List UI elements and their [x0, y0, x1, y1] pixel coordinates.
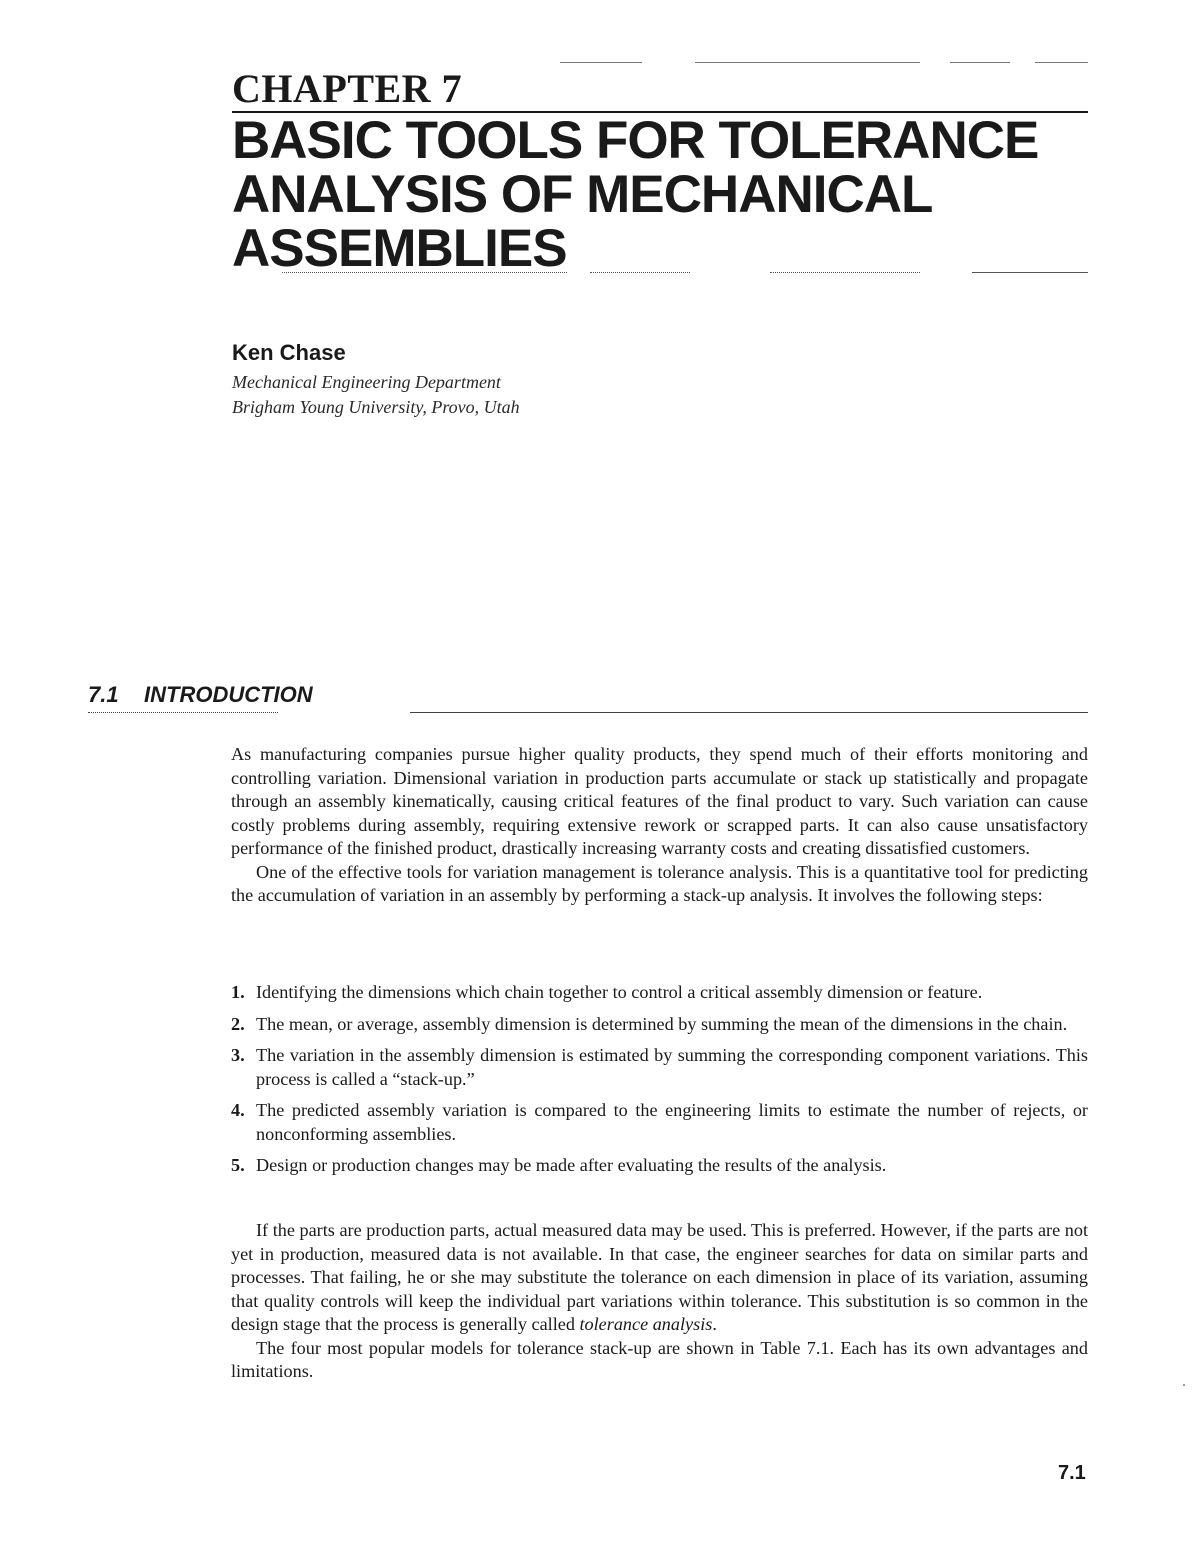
list-item-number: 4.	[231, 1100, 245, 1120]
intro-paragraphs	[231, 743, 1088, 908]
paragraph-text: .	[712, 1314, 717, 1334]
chapter-label: CHAPTER 7	[232, 66, 463, 111]
list-item	[231, 1044, 1088, 1091]
list-item-text: The variation in the assembly dimension is estimated by summing the corresponding component variations. This process is called a “stack-up.”	[256, 1045, 1088, 1089]
list-item-text: Design or production changes may be made after evaluating the results of the analysis.	[256, 1155, 887, 1175]
chapter-title-line: ASSEMBLIES	[232, 219, 567, 278]
chapter-title-line: ANALYSIS OF MECHANICAL	[232, 165, 933, 224]
list-item	[231, 1013, 1088, 1037]
scan-speck	[1183, 1384, 1185, 1386]
closing-paragraphs	[231, 1219, 1088, 1384]
section-rule	[410, 712, 1088, 713]
list-item-number: 2.	[231, 1013, 245, 1034]
emphasis-term: tolerance analysis	[579, 1314, 713, 1334]
author-affiliation: Mechanical Engineering Department	[232, 372, 501, 392]
scan-rule	[695, 62, 920, 63]
list-item-number: 3.	[231, 1045, 245, 1065]
paragraph: As manufacturing companies pursue higher quality products, they spend much of their efforts monitoring and controlling variation. Dimensional variation in production parts accumulate or stack up statistically and propagate through an assembly kinematically, causing critical features of the final product to vary. Such variation can cause costly problems during assembly, requiring extensive rework or scrapped parts. It can also cause unsatisfactory performance of the finished product, drastically increasing warranty costs and creating dissatisfied customers.	[231, 744, 1088, 858]
section-title: INTRODUCTION	[144, 682, 313, 707]
list-item-text: Identifying the dimensions which chain together to control a critical assembly dimension or feature.	[256, 982, 983, 1002]
chapter-title	[232, 111, 1112, 278]
section-number: 7.1	[88, 682, 119, 707]
chapter-title-line: BASIC TOOLS FOR TOLERANCE	[232, 111, 1039, 170]
list-item	[231, 1099, 1088, 1146]
section-rule	[88, 712, 278, 713]
title-bottom-rule	[282, 272, 567, 273]
list-item	[231, 1154, 1088, 1178]
author-name: Ken Chase	[232, 340, 346, 365]
scan-rule	[560, 62, 642, 63]
scan-rule	[950, 62, 1010, 63]
title-bottom-rule	[590, 272, 690, 273]
paragraph	[231, 1219, 1088, 1337]
list-item-number: 5.	[231, 1155, 245, 1175]
list-item	[231, 981, 1088, 1005]
author-affiliation: Brigham Young University, Provo, Utah	[232, 397, 520, 417]
page-number: 7.1	[1058, 1462, 1086, 1484]
list-item-text: The mean, or average, assembly dimension is determined by summing the mean of the dimensions in the chain.	[256, 1013, 1068, 1034]
scan-rule	[1035, 62, 1088, 63]
paragraph-text: If the parts are production parts, actual measured data may be used. This is preferred. However, if the parts are not yet in production, measured data is not available. In that case, the engineer searches for data on similar parts and processes. That failing, he or she may substitute the tolerance on each dimension in place of its variation, assuming that quality controls will keep the individual part variations within tolerance. This substitution is so common in the design stage that the process is generally called	[231, 1220, 1088, 1334]
paragraph: One of the effective tools for variation management is tolerance analysis. This is a quantitative tool for predicting the accumulation of variation in an assembly by performing a stack-up analysis. It involves the following steps:	[231, 861, 1088, 905]
steps-list	[231, 981, 1088, 1186]
title-bottom-rule	[770, 272, 920, 273]
title-bottom-rule	[972, 272, 1088, 273]
list-item-text: The predicted assembly variation is compared to the engineering limits to estimate the number of rejects, or nonconforming assemblies.	[256, 1100, 1088, 1144]
section-heading	[88, 682, 313, 708]
list-item-number: 1.	[231, 982, 245, 1002]
paragraph: The four most popular models for tolerance stack-up are shown in Table 7.1. Each has its own advantages and limitations.	[231, 1337, 1088, 1381]
